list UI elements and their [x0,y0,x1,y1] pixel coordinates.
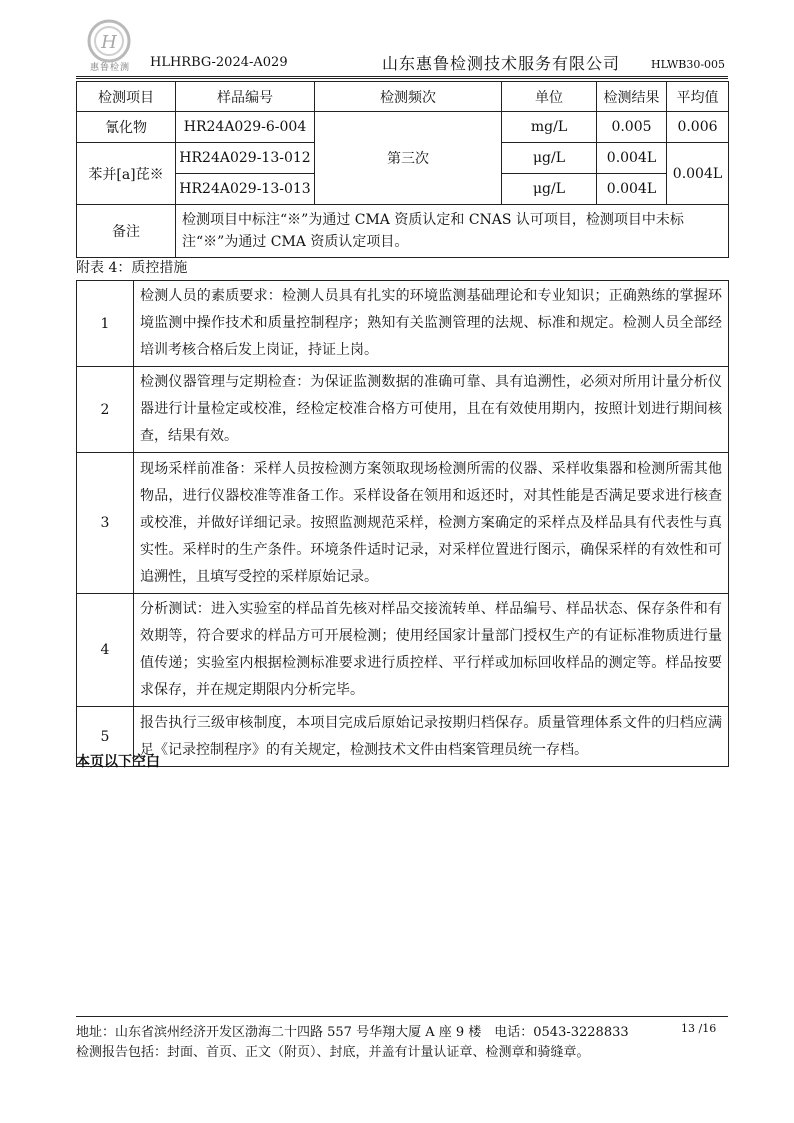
sample-cell: HR24A029-13-013 [176,174,315,205]
note-row [77,205,729,258]
column-header: 检测结果 [597,82,667,112]
logo-text: 惠鲁检测 [89,63,130,73]
report-code: HLHRBG-2024-A029 [150,55,288,70]
sample-cell: HR24A029-13-012 [176,143,315,174]
column-header: 平均值 [667,82,729,112]
page-number: 13 /16 [681,1022,717,1035]
qc-table [76,280,729,767]
footer-address: 地址：山东省滨州经济开发区渤海二十四路 557 号华翔大厦 A 座 9 楼 电话：0543-3228833 [76,1025,629,1040]
blank-below-note: 本页以下空白 [76,754,160,770]
qc-number: 4 [77,594,134,707]
qc-text: 分析测试：进入实验室的样品首先核对样品交接流转单、样品编号、样品状态、保存条件和有效期等，符合要求的样品方可开展检测；使用经国家计量部门授权生产的有证标准物质进行量值传递；实验室内根据检测标准要求进行质控样、平行样或加标回收样品的测定等。样品按要求保存，并在规定期限内分析完毕。 [134,594,729,707]
form-code: HLWB30-005 [651,58,726,71]
qc-row [77,367,729,453]
header-divider-thin [76,78,728,79]
company-name: 山东惠鲁检测技术服务有限公司 [382,54,621,73]
qc-row [77,453,729,594]
item-cell: 氰化物 [77,112,176,143]
company-logo-icon [86,18,132,64]
column-header: 单位 [502,82,597,112]
qc-text: 现场采样前准备：采样人员按检测方案领取现场检测所需的仪器、采样收集器和检测所需其他物品，进行仪器校准等准备工作。采样设备在领用和返还时，对其性能是否满足要求进行核查或校准，并做好详细记录。按照监测规范采样，检测方案确定的采样点及样品具有代表性与真实性。采样时的生产条件。环境条件适时记录，对采样位置进行图示，确保采样的有效性和可追溯性，且填写受控的采样原始记录。 [134,453,729,594]
table-row [77,112,729,143]
result-cell: 0.004L [597,174,667,205]
results-table [76,81,729,258]
unit-cell: mg/L [502,112,597,143]
unit-cell: μg/L [502,143,597,174]
qc-text: 报告执行三级审核制度，本项目完成后原始记录按期归档保存。质量管理体系文件的归档应满足《记录控制程序》的有关规定，检测技术文件由档案管理员统一存档。 [134,707,729,767]
qc-number: 1 [77,281,134,367]
qc-row [77,707,729,767]
qc-text: 检测仪器管理与定期检查：为保证监测数据的准确可靠、具有追溯性，必须对所用计量分析仪器进行计量检定或校准，经检定校准合格方可使用，且在有效使用期内，按照计划进行期间核查，结果有效。 [134,367,729,453]
footer-includes: 检测报告包括：封面、首页、正文（附页）、封底，并盖有计量认证章、检测章和骑缝章。 [76,1045,590,1060]
item-cell: 苯并[a]芘※ [77,143,176,205]
note-text: 检测项目中标注“※”为通过 CMA 资质认定和 CNAS 认可项目，检测项目中未标注“※”为通过 CMA 资质认定项目。 [176,205,729,258]
column-header: 样品编号 [176,82,315,112]
average-cell: 0.004L [667,143,729,205]
footer-divider [76,1016,728,1017]
qc-caption: 附表 4：质控措施 [76,260,188,276]
note-label: 备注 [77,205,176,258]
column-header: 检测频次 [315,82,502,112]
frequency-cell: 第三次 [315,112,502,205]
qc-number: 5 [77,707,134,767]
sample-cell: HR24A029-6-004 [176,112,315,143]
header-divider [76,76,728,77]
qc-number: 3 [77,453,134,594]
qc-text: 检测人员的素质要求：检测人员具有扎实的环境监测基础理论和专业知识；正确熟练的掌握环境监测中操作技术和质量控制程序；熟知有关监测管理的法规、标准和规定。检测人员全部经培训考核合格后发上岗证，持证上岗。 [134,281,729,367]
result-cell: 0.004L [597,143,667,174]
svg-text:H: H [101,32,117,53]
unit-cell: μg/L [502,174,597,205]
qc-number: 2 [77,367,134,453]
table-header-row [77,82,729,112]
qc-row [77,281,729,367]
result-cell: 0.005 [597,112,667,143]
column-header: 检测项目 [77,82,176,112]
average-cell: 0.006 [667,112,729,143]
qc-row [77,594,729,707]
